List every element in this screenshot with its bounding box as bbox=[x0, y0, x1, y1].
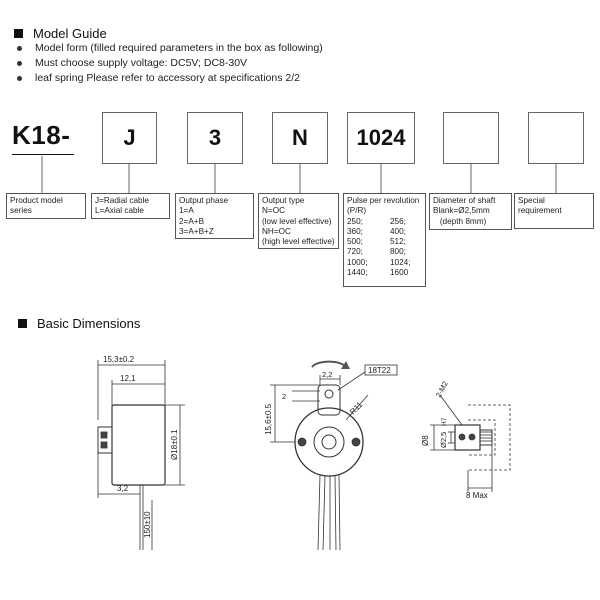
desc-line: (low level effective) bbox=[262, 216, 332, 226]
shaft-view-drawing bbox=[410, 380, 530, 560]
dim-diameter: Ø18±0.1 bbox=[170, 429, 179, 460]
dim-max-depth: 8 Max bbox=[466, 491, 488, 500]
desc-line: 1=A bbox=[179, 206, 194, 216]
pulse-value: 1600 bbox=[390, 268, 409, 278]
desc-line: requirement bbox=[518, 206, 562, 216]
desc-line: Blank=Ø2,5mm bbox=[433, 206, 490, 216]
desc-line: L=Axial cable bbox=[95, 206, 144, 216]
dim-thread: 2-M2 bbox=[433, 380, 450, 399]
desc-box-shaft bbox=[429, 193, 512, 230]
dim-tolerance: H7 bbox=[441, 417, 448, 426]
pulse-value: 720; bbox=[347, 247, 363, 257]
pulse-value: 800; bbox=[390, 247, 406, 257]
pulse-values-grid bbox=[347, 217, 422, 279]
dim-cable-length: 150±10 bbox=[143, 511, 152, 538]
desc-line: 2=A+B bbox=[179, 216, 205, 226]
desc-box-output-type bbox=[258, 193, 339, 249]
dim-shaft-diameter: Ø8 bbox=[421, 435, 430, 446]
model-prefix: K18- bbox=[12, 120, 71, 150]
code-box-cable: J bbox=[102, 112, 157, 164]
pulse-unit: (P/R) bbox=[347, 206, 367, 216]
basic-dimensions-title bbox=[18, 316, 140, 331]
basic-dimensions-title-text: Basic Dimensions bbox=[37, 316, 141, 331]
pulse-value: 1000; bbox=[347, 257, 368, 267]
desc-line: 3=A+B+Z bbox=[179, 226, 214, 236]
desc-line: series bbox=[10, 206, 32, 216]
pulse-value: 250; bbox=[347, 216, 363, 226]
desc-box-special bbox=[514, 193, 594, 229]
desc-line: Product model bbox=[10, 196, 63, 205]
model-guide-title-text: Model Guide bbox=[33, 26, 107, 41]
pulse-value: 500; bbox=[347, 237, 363, 247]
desc-line: NH=OC bbox=[262, 226, 291, 236]
desc-line: Output type bbox=[262, 196, 305, 205]
desc-line: (high level effective) bbox=[262, 237, 335, 247]
front-view-drawing bbox=[250, 345, 410, 560]
dim-body-width: 12,1 bbox=[120, 374, 136, 383]
bullet-text: Must choose supply voltage: DC5V; DC8-30V bbox=[35, 57, 248, 69]
dim-bore-diameter: Ø2,5 bbox=[439, 431, 448, 448]
dim-radius: R11 bbox=[348, 400, 365, 417]
desc-line: Diameter of shaft bbox=[433, 196, 496, 205]
dim-slot-width: 2,2 bbox=[322, 370, 333, 379]
side-view-drawing bbox=[80, 350, 190, 560]
pulse-value: 360; bbox=[347, 226, 363, 236]
pulse-value: 400; bbox=[390, 226, 406, 236]
code-box-pulse: 1024 bbox=[347, 112, 415, 164]
bullet-text: Model form (filled required parameters in the box as following) bbox=[35, 42, 323, 54]
pulse-value: 1024; bbox=[390, 257, 411, 267]
connector-lines bbox=[0, 0, 600, 200]
desc-line: (depth 8mm) bbox=[433, 216, 487, 226]
desc-box-cable bbox=[91, 193, 170, 219]
pulse-value: 256; bbox=[390, 216, 406, 226]
desc-box-model-series bbox=[6, 193, 86, 219]
desc-box-output-phase bbox=[175, 193, 254, 239]
desc-line: J=Radial cable bbox=[95, 196, 149, 205]
dim-spline: 18T22 bbox=[368, 366, 391, 375]
desc-line: N=OC bbox=[262, 206, 285, 216]
desc-line: Special bbox=[518, 196, 545, 205]
code-box-output-phase: 3 bbox=[187, 112, 243, 164]
pulse-value: 1440; bbox=[347, 268, 368, 278]
dim-offset: 3,2 bbox=[117, 484, 129, 493]
dim-height: 15,6±0.5 bbox=[264, 403, 273, 435]
dim-slot-depth: 2 bbox=[282, 392, 287, 401]
desc-box-pulse bbox=[343, 193, 426, 287]
dim-width-total: 15,3±0.2 bbox=[103, 355, 135, 364]
pulse-title: Pulse per revolution bbox=[347, 196, 420, 205]
bullet-text: leaf spring Please refer to accessory at specifications 2/2 bbox=[35, 72, 300, 84]
desc-line: Output phase bbox=[179, 196, 229, 205]
section-square-icon bbox=[18, 319, 27, 328]
code-box-output-type: N bbox=[272, 112, 328, 164]
pulse-value: 512; bbox=[390, 237, 406, 247]
